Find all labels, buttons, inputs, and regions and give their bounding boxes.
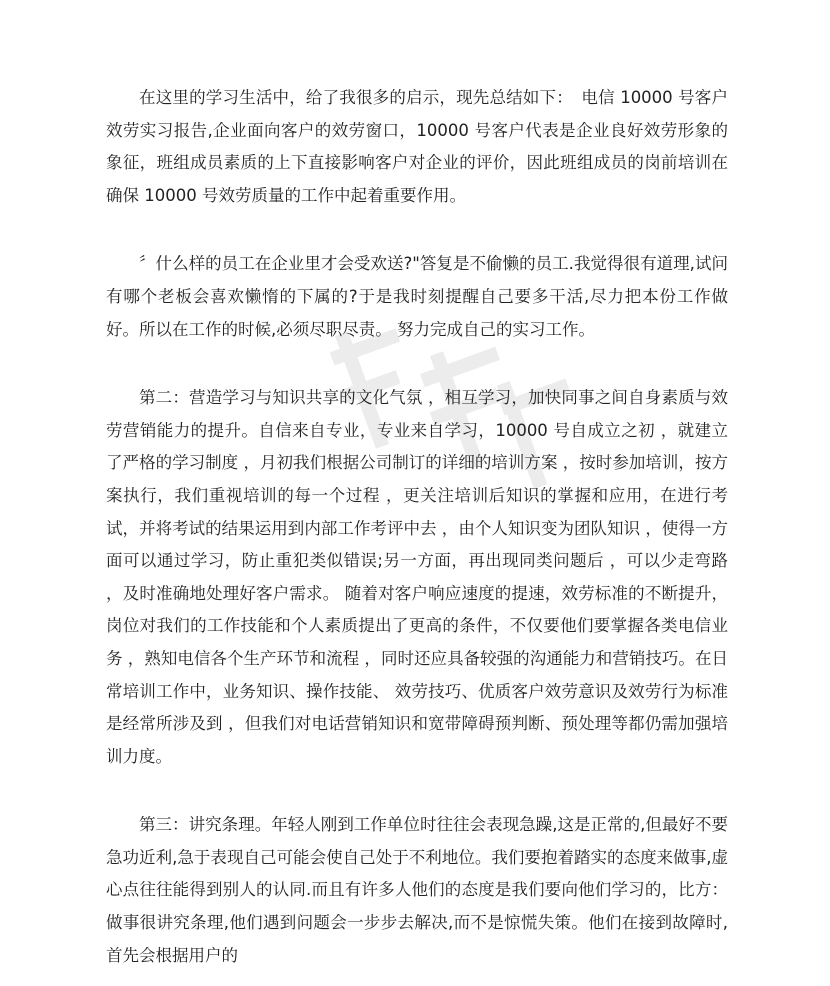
document-body [106, 82, 728, 972]
paragraph-spacer [106, 346, 728, 382]
paragraph-second: 第二：营造学习与知识共享的文化气氛 ，相互学习，加快同事之间自身素质与效劳营销能力的提升。自信来自专业，专业来自学习，10000 号自成立之初 ，就建立了严格的学习制度 ，月初我们根据公司制订的详细的培训方案 ，按时参加培训，按方案执行，我们重视培训的每一个过程 ，更关注培训后知识的掌握和应用，在进行考试，并将考试的结果运用到内部工作考评中去 ，由个人知识变为团队知识 ，使得一方面可以通过学习，防止重犯类似错误;另一方面，再出现同类问题后 ，可以少走弯路 ，及时准确地处理好客户需求。 随着对客户响应速度的提速，效劳标准的不断提升，岗位对我们的工作技能和个人素质提出了更高的条件，不仅要他们要掌握各类电信业务 ，熟知电信各个生产环节和流程 ，同时还应具备较强的沟通能力和营销技巧。在日常培训工作中，业务知识、操作技能、 效劳技巧、优质客户效劳意识及效劳行为标准是经常所涉及到 ，但我们对电话营销知识和宽带障碍预判断、预处理等都仍需加强培训力度。 [106, 388, 728, 766]
paragraph-intro: 在这里的学习生活中，给了我很多的启示，现先总结如下： 电信 10000 号客户效劳实习报告,企业面向客户的效劳窗口，10000 号客户代表是企业良好效劳形象的象征，班组成员素质的上下直接影响客户对企业的评价，因此班组成员的岗前培训在确保 10000 号效劳质量的工作中起着重要作用。 [106, 88, 728, 205]
paragraph-spacer [106, 212, 728, 248]
paragraph-spacer [106, 773, 728, 809]
paragraph-third: 第三：讲究条理。年轻人刚到工作单位时往往会表现急躁,这是正常的,但最好不要急功近利,急于表现自己可能会使自己处于不利地位。我们要抱着踏实的态度来做事,虚心点往往能得到别人的认同.而且有许多人他们的态度是我们要向他们学习的，比方：做事很讲究条理,他们遇到问题会一步步去解决,而不是惊慌失策。他们在接到故障时,首先会根据用户的 [106, 815, 728, 965]
paragraph-quote: 〞什么样的员工在企业里才会受欢送?"答复是不偷懒的员工.我觉得很有道理,试问有哪个老板会喜欢懒惰的下属的?于是我时刻提醒自己要多干活,尽力把本份工作做好。所以在工作的时候,必须尽职尽责。 努力完成自己的实习工作。 [106, 254, 728, 339]
